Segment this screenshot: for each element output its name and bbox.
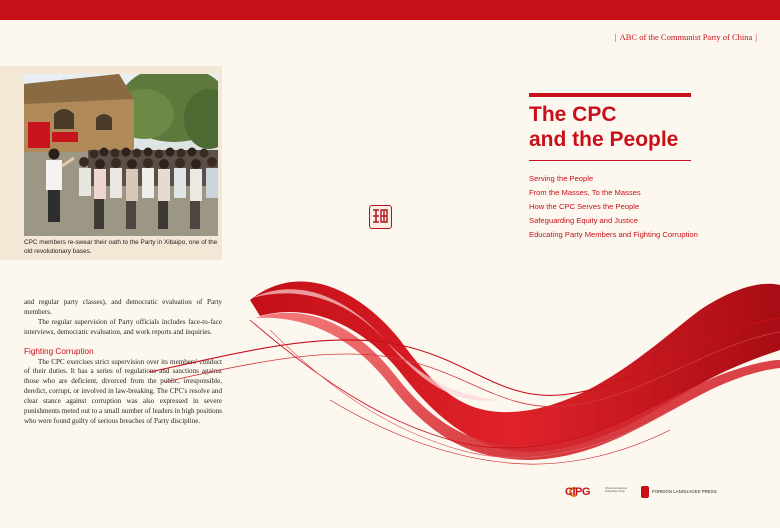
toc-item: Serving the People: [529, 174, 594, 183]
toc-item: Safeguarding Equity and Justice: [529, 216, 638, 225]
publisher-logos: [565, 486, 765, 502]
section-heading-fighting-corruption: Fighting Corruption: [24, 346, 94, 356]
cover-title-line2: and the People: [529, 128, 679, 151]
paragraph-continued: and regular party classes), and democratic evaluation of Party members.: [24, 298, 222, 316]
flp-logo-icon: [641, 486, 649, 498]
toc-item: From the Masses, To the Masses: [529, 188, 641, 197]
photo-caption: CPC members re-swear their oath to the Party in Xibaipo, one of the old revolutionary bases.: [24, 239, 218, 255]
cipg-logo: CIPG: [565, 486, 590, 498]
publisher-name: FOREIGN LANGUAGES PRESS: [652, 489, 717, 494]
cover-title-line1: The CPC: [529, 103, 617, 126]
divider-right: |: [755, 32, 757, 42]
cipg-subtitle: China International Publishing Group: [605, 487, 627, 494]
paragraph-corruption: The CPC exercises strict supervision over its members' conduct of their duties. It has a series of regulations and sanctions against those who are deficient, divorced from the public, irresponsible, derelict, corrupt, or involved in law-breaking. The CPC's resolve and clear stance against corruption was also expressed in severe punishments meted out to a small number of leaders in high positions who were found guilty of serious breaches of Party discipline.: [24, 357, 222, 425]
toc-item: Educating Party Members and Fighting Corruption: [529, 230, 698, 239]
series-title: ABC of the Communist Party of China: [619, 32, 753, 42]
paragraph-supervision: The regular supervision of Party officials includes face-to-face interviews, democratic evaluation, and work reports and inquiries.: [24, 317, 222, 336]
toc-item: How the CPC Serves the People: [529, 202, 640, 211]
divider-left: |: [614, 32, 617, 42]
